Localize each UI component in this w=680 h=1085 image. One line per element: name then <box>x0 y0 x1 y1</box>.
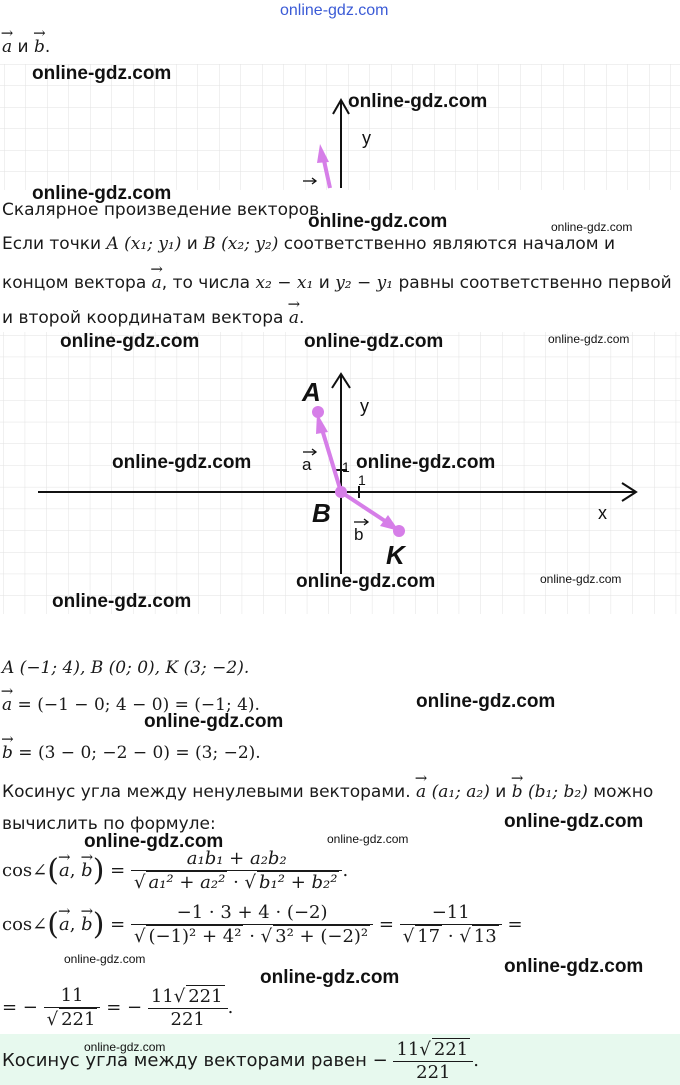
dx-expr: x₂ − x₁ <box>255 273 314 293</box>
watermark: online-gdz.com <box>356 452 496 473</box>
paragraph-line-3: и второй координатам вектора → a. <box>2 303 304 329</box>
vector-a-label: → a <box>2 32 12 58</box>
y-tick-label: 1 <box>342 459 350 475</box>
vectors-line <box>2 32 50 58</box>
watermark: online-gdz.com <box>84 831 224 852</box>
answer-text: Косинус угла между векторами равен − $\frac{11√ 221}{221}$ . <box>2 1039 479 1083</box>
formula-general-fraction: $\frac{\text{a₁b₁ + a₂b₂}}{\text{√ a₁² + a₂² · √ b₁² + b₂²}}$ <box>131 848 342 894</box>
and-word: и <box>17 37 29 57</box>
point-a-coords: A (x₁; y₁) <box>106 234 182 254</box>
watermark: online-gdz.com <box>112 452 252 473</box>
vector-a-label: → a <box>289 303 299 329</box>
watermark: online-gdz.com <box>304 331 444 352</box>
formula-substituted: cos∠(→ a, → b) = $\frac{-1 \cdot 3 + 4 \cdot (-2)}{\text{√ (−1)² + 4² · √ 3² + (−2)²}}$ = $\frac{-11}{√ 17 \cdot √ 13}$ = <box>2 902 523 948</box>
formula-simplified-fraction: $\frac{-11}{√ 17 \cdot √ 13}$ <box>400 902 502 948</box>
watermark: online-gdz.com <box>144 711 284 732</box>
point-b <box>335 486 347 498</box>
watermark: online-gdz.com <box>308 211 448 232</box>
dot: . <box>44 37 51 57</box>
points-line: A (−1; 4), B (0; 0), K (3; −2). <box>2 658 250 678</box>
watermark: online-gdz.com <box>32 183 172 204</box>
paragraph-line-2: концом вектора → a, то числа x₂ − x₁ и y₂ − y₁ равны соответственно первой <box>2 268 672 294</box>
y-axis-label: y <box>360 396 369 416</box>
watermark: online-gdz.com <box>64 952 146 966</box>
watermark: online-gdz.com <box>551 220 633 234</box>
x-axis-label: x <box>598 503 607 523</box>
watermark: online-gdz.com <box>327 832 409 846</box>
point-a <box>312 406 324 418</box>
watermark: online-gdz.com <box>60 331 200 352</box>
vector-b-calc: → b = (3 − 0; −2 − 0) = (3; −2). <box>2 738 261 764</box>
watermark: online-gdz.com <box>32 63 172 84</box>
point-a-label: A <box>302 377 321 407</box>
point-b-label: B <box>312 498 331 528</box>
watermark: online-gdz.com <box>540 572 622 586</box>
point-k <box>393 525 405 537</box>
y-axis-label-1: y <box>362 128 371 148</box>
cos-text-line-2: вычислить по формуле: <box>2 814 216 834</box>
point-k-label: K <box>386 540 405 570</box>
vector-b-label: → b <box>34 32 45 58</box>
formula-general: cos∠(→ a, → b) = $\frac{\text{a₁b₁ + a₂b₂}}{\text{√ a₁² + a₂² · √ b₁² + b₂²}}$ . <box>2 848 348 894</box>
vector-a-calc: → a = (−1 − 0; 4 − 0) = (−1; 4). <box>2 690 260 716</box>
watermark: online-gdz.com <box>296 571 436 592</box>
cos-text-line-1: Косинус угла между ненулевыми векторами. → a (a₁; a₂) и → b (b₁; b₂) можно <box>2 777 653 803</box>
watermark: online-gdz.com <box>260 967 400 988</box>
point-b-coords: B (x₂; y₂) <box>203 234 279 254</box>
watermark: online-gdz.com <box>416 691 556 712</box>
watermark: online-gdz.com <box>52 591 192 612</box>
vector-a-label: → a <box>152 268 162 294</box>
formula-result: = − $\frac{11}{√ 221}$ = − $\frac{11√ 221}{221}$ . <box>2 985 234 1030</box>
x-tick-label: 1 <box>358 472 366 488</box>
watermark-top: online-gdz.com <box>280 2 389 19</box>
watermark: online-gdz.com <box>548 332 630 346</box>
formula-substituted-fraction: $\frac{-1 \cdot 3 + 4 \cdot (-2)}{\text{√ (−1)² + 4² · √ 3² + (−2)²}}$ <box>131 902 373 948</box>
vector-b-graph-label: b <box>354 525 364 544</box>
section-heading: Скалярное произведение векторов. <box>2 200 325 220</box>
watermark: online-gdz.com <box>504 956 644 977</box>
vector-a-graph-label: a <box>302 455 312 474</box>
watermark: online-gdz.com <box>84 1040 166 1054</box>
dy-expr: y₂ − y₁ <box>335 273 394 293</box>
watermark: online-gdz.com <box>504 811 644 832</box>
paragraph-line-1: Если точки A (x₁; y₁) и B (x₂; y₂) соответственно являются началом и <box>2 234 616 254</box>
watermark: online-gdz.com <box>348 91 488 112</box>
